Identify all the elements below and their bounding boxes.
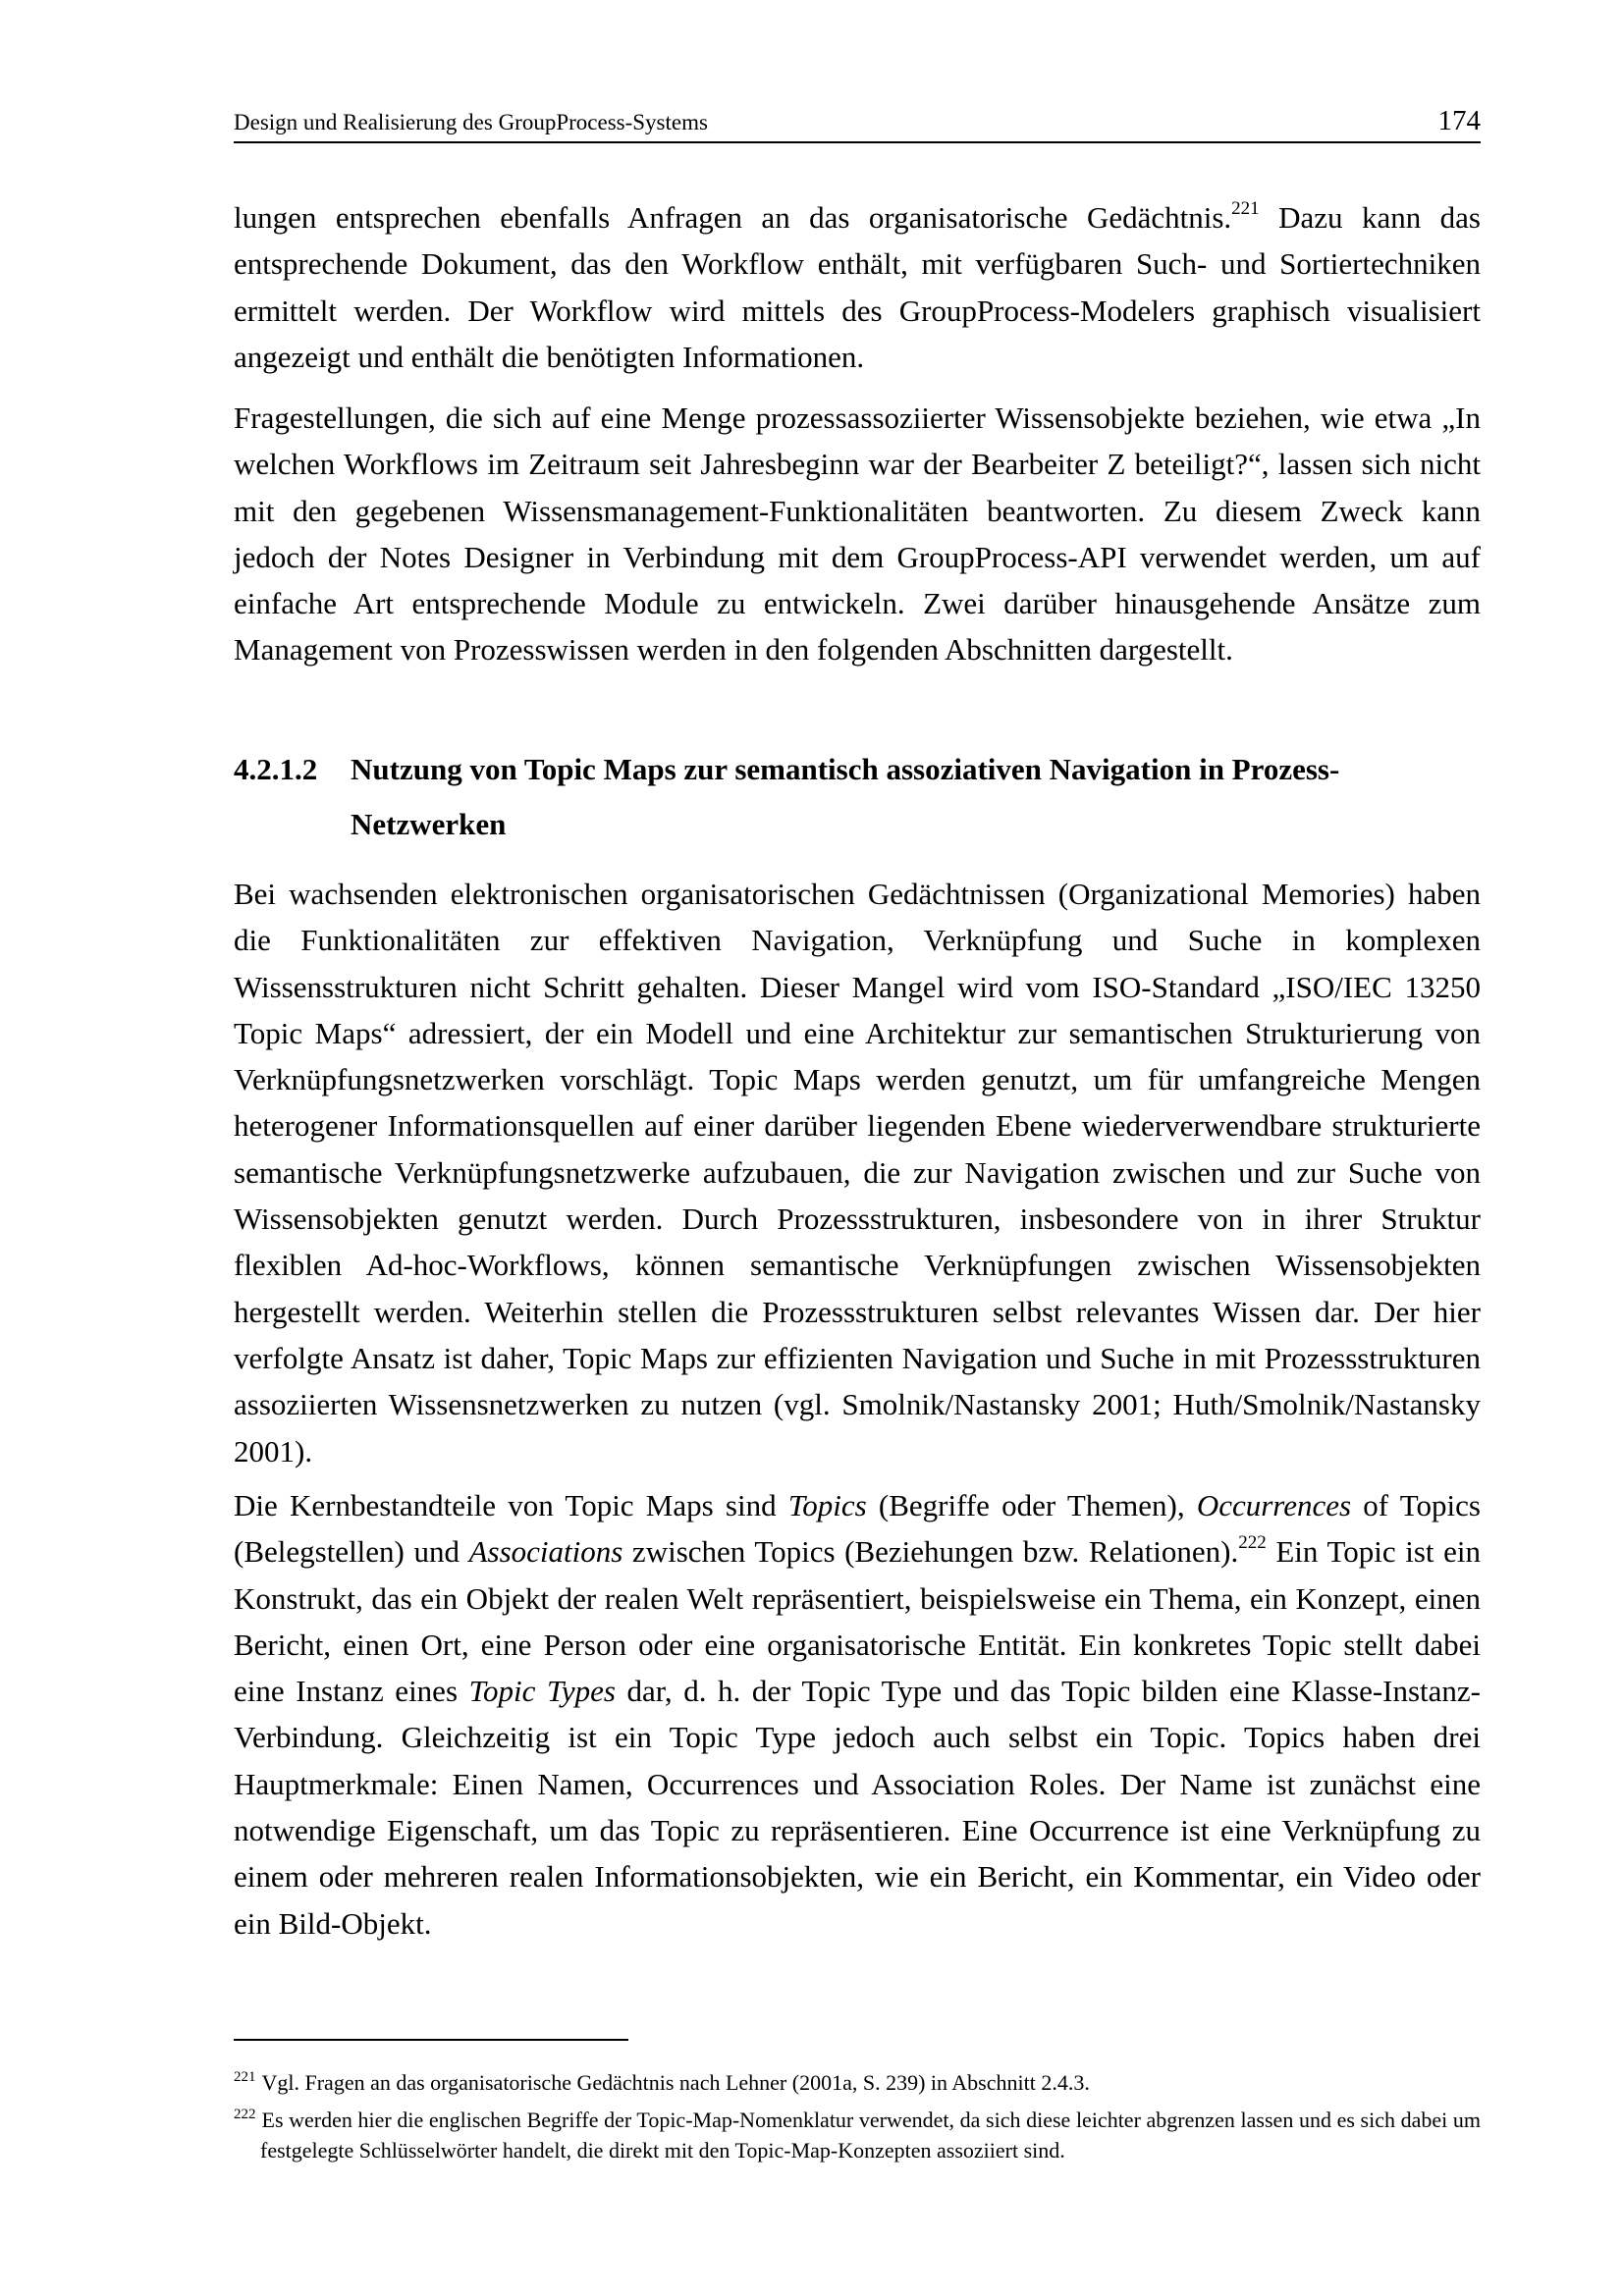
paragraph-4-text-d: zwischen Topics (Beziehungen bzw. Relationen). bbox=[622, 1534, 1239, 1570]
footnote-mark: 221 bbox=[234, 2069, 256, 2085]
paragraph-1-text-b: Dazu kann das entsprechende Dokument, das den Workflow enthält, mit verfügbaren Such- und Sortiertechniken ermittelt werden. Der Workflow wird mittels des GroupProcess-Modelers graphisch visualisiert angezeigt und enthält die benötigten Informationen. bbox=[234, 200, 1481, 374]
paragraph-4-text-c: of Topics (Belegstellen) und bbox=[234, 1488, 1481, 1570]
section-number: 4.2.1.2 bbox=[234, 752, 318, 786]
paragraph-2: Fragestellungen, die sich auf eine Menge prozessassoziierter Wissensobjekte beziehen, wie etwa „In welchen Workflows im Zeitraum seit Jahresbeginn war der Bearbeiter Z beteiligt?“, lassen sich nicht mit den gegebenen Wissensmanagement-Funktionalitäten beantworten. Zu diesem Zweck kann jedoch der Notes Designer in Verbindung mit dem GroupProcess-API verwendet werden, um auf einfache Art entsprechende Module zu entwickeln. Zwei darüber hinausgehende Ansätze zum Management von Prozesswissen werden in den folgenden Abschnitten dargestellt. bbox=[234, 400, 1481, 667]
footnote-text: Vgl. Fragen an das organisatorische Gedächtnis nach Lehner (2001a, S. 239) in Abschnitt 2.4.3. bbox=[261, 2070, 1090, 2095]
header-title: Design und Realisierung des GroupProcess-Systems bbox=[234, 110, 708, 134]
term-occurrences: Occurrences bbox=[1196, 1488, 1352, 1522]
paragraph-1-text-a: lungen entsprechen ebenfalls Anfragen an das organisatorische Gedächtnis. bbox=[234, 200, 1232, 235]
footnote-222 bbox=[234, 2107, 1481, 2163]
paragraph-4 bbox=[234, 1482, 1481, 1947]
paragraph-4-text-a: Die Kernbestandteile von Topic Maps sind bbox=[234, 1488, 788, 1522]
footnote-ref-221[interactable]: 221 bbox=[1231, 198, 1260, 219]
term-associations: Associations bbox=[468, 1534, 623, 1570]
paragraph-4-text-b: (Begriffe oder Themen), bbox=[866, 1488, 1197, 1522]
page-number: 174 bbox=[1437, 105, 1481, 136]
footnote-ref-222[interactable]: 222 bbox=[1238, 1532, 1267, 1554]
section-title: Nutzung von Topic Maps zur semantisch assoziativen Navigation in Prozess-Netzwerken bbox=[351, 752, 1340, 841]
footnote-text: Es werden hier die englischen Begriffe der Topic-Map-Nomenklatur verwendet, da sich diese leichter abgrenzen lassen und es sich dabei um festgelegte Schlüsselwörter handelt, die direkt mit den Topic-Map-Konzepten assoziiert sind. bbox=[260, 2108, 1481, 2163]
footnote-221 bbox=[234, 2069, 1481, 2100]
paragraph-3: Bei wachsenden elektronischen organisatorischen Gedächtnissen (Organizational Memories) haben die Funktionalitäten zur effektiven Navigation, Verknüpfung und Suche in komplexen Wissensstrukturen nicht Schritt gehalten. Dieser Mangel wird vom ISO-Standard „ISO/IEC 13250 Topic Maps“ adressiert, der ein Modell und eine Architektur zur semantischen Strukturierung von Verknüpfungsnetzwerken vorschlägt. Topic Maps werden genutzt, um für umfangreiche Mengen heterogener Informationsquellen auf einer darüber liegenden Ebene wiederverwendbare strukturierte semantische Verknüpfungsnetzwerke aufzubauen, die zur Navigation zwischen und zur Suche von Wissensobjekten genutzt werden. Durch Prozessstrukturen, insbesondere von in ihrer Struktur flexiblen Ad-hoc-Workflows, können semantische Verknüpfungen zwischen Wissensobjekten hergestellt werden. Weiterhin stellen die Prozessstrukturen selbst relevantes Wissen dar. Der hier verfolgte Ansatz ist daher, Topic Maps zur effizienten Navigation und Suche in mit Prozessstrukturen assoziierten Wissensnetzwerken zu nutzen (vgl. Smolnik/Nastansky 2001; Huth/Smolnik/Nastansky 2001). bbox=[234, 877, 1481, 1468]
footnote-divider bbox=[234, 2039, 628, 2041]
footnote-mark: 222 bbox=[234, 2107, 256, 2122]
paragraph-1 bbox=[234, 194, 1481, 380]
term-topics: Topics bbox=[787, 1488, 867, 1522]
term-topic-types: Topic Types bbox=[468, 1674, 616, 1709]
paragraph-4-text-e: Ein Topic ist ein Konstrukt, das ein Objekt der realen Welt repräsentiert, beispielsweise ein Thema, ein Konzept, einen Bericht, einen Ort, eine Person oder eine organisatorische Entität. Ein konkretes Topic stellt dabei eine Instanz eines bbox=[234, 1534, 1481, 1709]
paragraph-4-text-f: dar, d. h. der Topic Type und das Topic bilden eine Klasse-Instanz-Verbindung. Gleichzeitig ist ein Topic Type jedoch auch selbst ein Topic. Topics haben drei Hauptmerkmale: Einen Namen, Occurrences und Association Roles. Der Name ist zunächst eine notwendige Eigenschaft, um das Topic zu repräsentieren. Eine Occurrence ist eine Verknüpfung zu einem oder mehreren realen Informationsobjekten, wie ein Bericht, ein Kommentar, ein Video oder ein Bild-Objekt. bbox=[234, 1674, 1481, 1941]
running-header bbox=[234, 96, 1481, 143]
